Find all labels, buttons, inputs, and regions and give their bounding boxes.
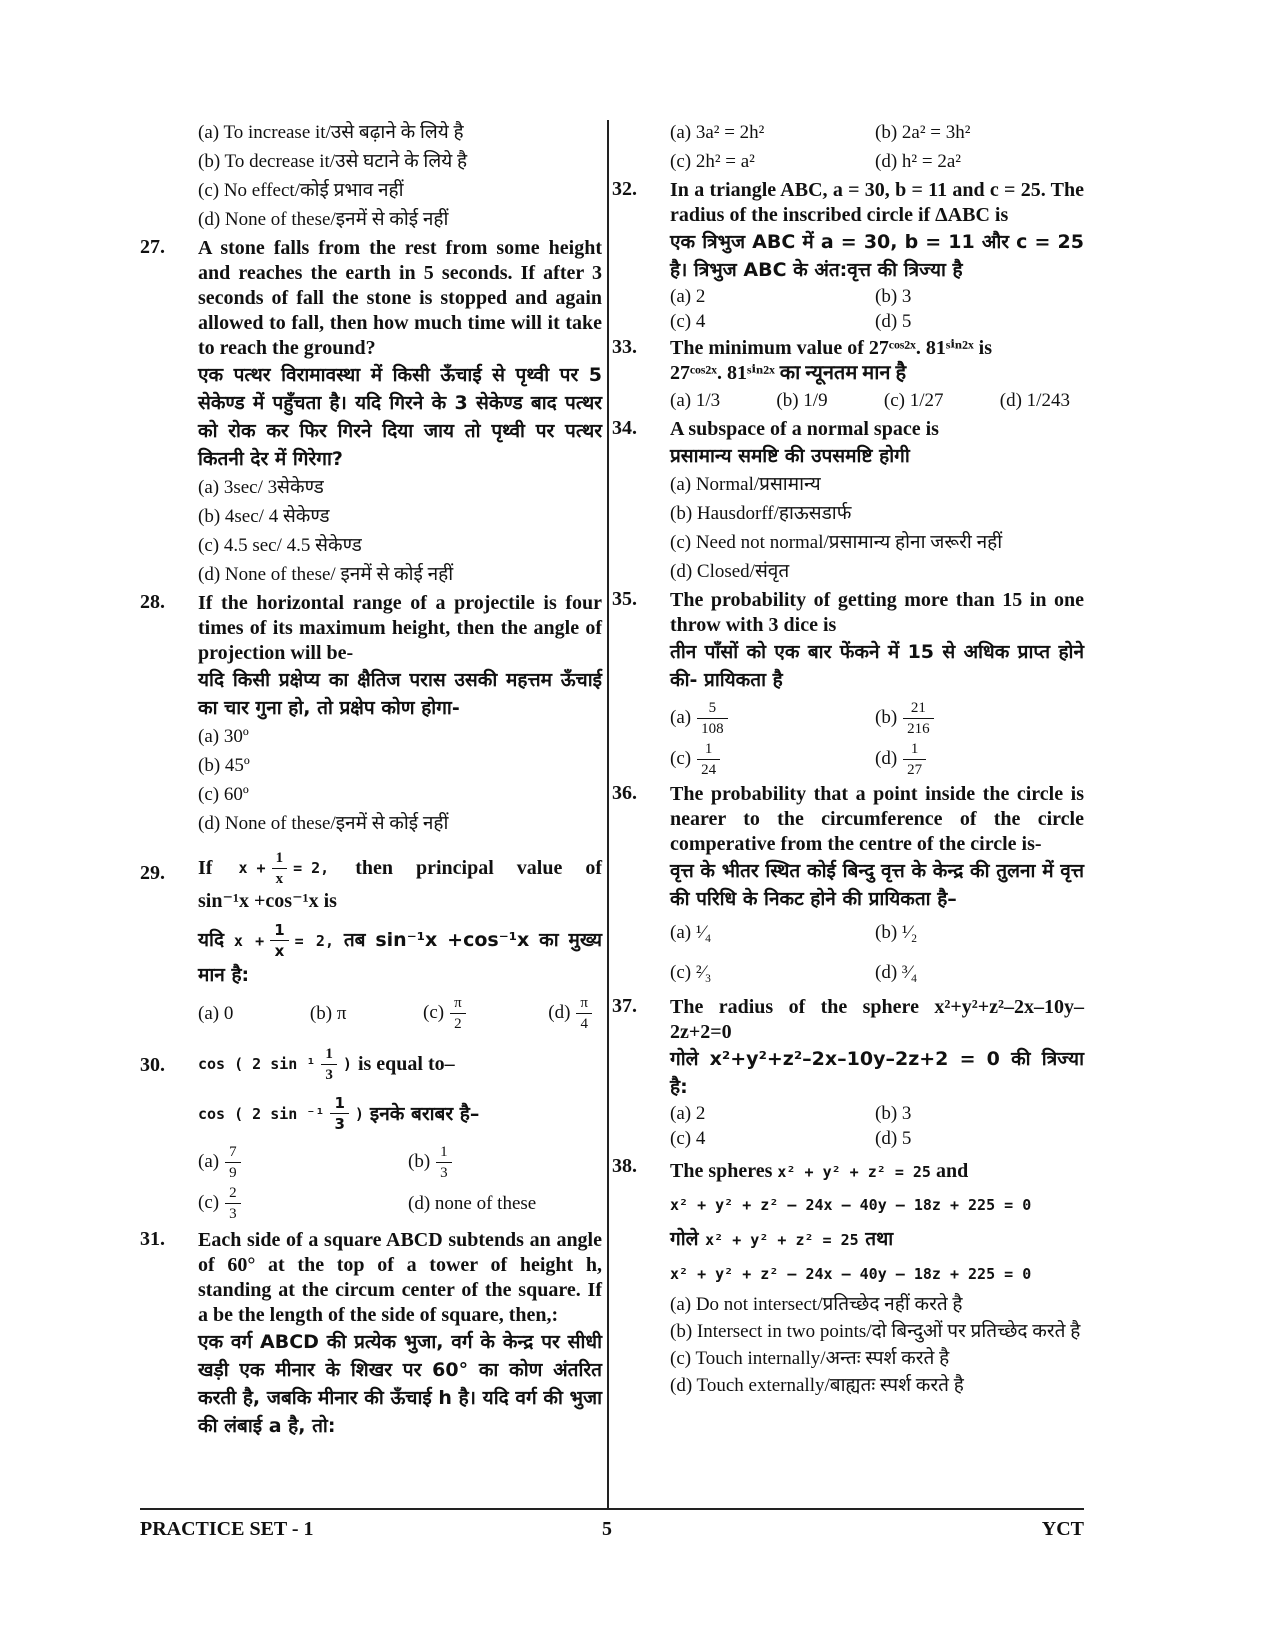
q30-option-a: (a) $\frac{7}{9}$ — [198, 1142, 408, 1183]
question-text-hi: गोले — [670, 1228, 699, 1250]
q27-option-b: (b) 4sec/ 4 सेकेण्ड — [198, 506, 330, 527]
question-text-hi: प्रसामान्य समष्टि की उपसमष्टि होगी — [670, 445, 910, 467]
question-text-hi: एक पत्थर विरामावस्था में किसी ऊँचाई से पृथ्वी पर 5 सेकेण्ड में पहुँचता है। यदि गिरने के 3 सेकेण्ड बाद पत्थर को रोक कर फिर गिरने दिया जाय तो पृथ्वी पर पत्थर कितनी देर में गिरेगा? — [198, 364, 602, 470]
equation: x + $\frac{1}{x}$ = 2, — [238, 850, 330, 887]
q31-option-a: (a) 3a² = 2h² — [670, 122, 765, 143]
cos-expression: cos ( 2 sin ¹ — [198, 1055, 316, 1073]
question-number: 32. — [612, 178, 637, 200]
question-36 — [612, 782, 1084, 993]
question-34 — [612, 417, 1084, 586]
q26-option-a: (a) To increase it/उसे बढ़ाने के लिये है — [198, 122, 464, 143]
question-number: 28. — [140, 591, 165, 613]
question-text-hi: वृत्त के भीतर स्थित कोई बिन्दु वृत्त के केन्द्र की तुलना में वृत्त की परिधि के निकट होने की प्रायिकता है– — [670, 860, 1084, 910]
question-35 — [612, 588, 1084, 780]
question-29 — [140, 848, 602, 1034]
q35-option-b: (b) $\frac{21}{216}$ — [875, 698, 1080, 739]
q26-option-c: (c) No effect/कोई प्रभाव नहीं — [198, 180, 404, 201]
question-number: 36. — [612, 782, 637, 804]
question-32 — [612, 178, 1084, 334]
q26-option-b: (b) To decrease it/उसे घटाने के लिये है — [198, 151, 468, 172]
q37-option-c: (c) 4 — [670, 1128, 706, 1149]
q32-option-b: (b) 3 — [875, 286, 912, 307]
question-38: 38. The spheres x² + y² + z² = 25 and x² + y² + z² – 24x – 40y – 18z + 225 = 0 गोले x² + y² + z² = 25 तथा x² + y² + z² – 24x – 40y – 18z + 225 = 0 (a) Do not intersect/प्रतिच्छेद नहीं करते है (b) Intersect in two points/दो बिन्दुओं पर प्रतिच्छेद करते है (c) Touch internally/अन्तः स्पर्श करते है (d) Touch externally/बाह्यतः स्पर्श करते है — [612, 1155, 1084, 1399]
q31-option-c: (c) 2h² = a² — [670, 151, 755, 172]
q33-option-d: (d) 1/243 — [999, 390, 1070, 411]
question-text-en: A stone falls from the rest from some height and reaches the earth in 5 seconds. If after 3 seconds of fall the stone is stopped and again allowed to fall, then how much time will it take to reach the ground? — [198, 237, 602, 359]
page-number: 5 — [602, 1518, 612, 1540]
q34-option-c: (c) Need not normal/प्रसामान्य होना जरूरी नहीं — [670, 532, 1003, 553]
sphere-equation-2: x² + y² + z² – 24x – 40y – 18z + 225 = 0 — [670, 1196, 1032, 1214]
q32-option-a: (a) 2 — [670, 286, 706, 307]
question-text-en: In a triangle ABC, a = 30, b = 11 and c = 25. The radius of the inscribed circle if ΔABC is — [670, 179, 1084, 226]
footer-practice-set: PRACTICE SET - 1 — [140, 1518, 314, 1540]
q27-option-c: (c) 4.5 sec/ 4.5 सेकेण्ड — [198, 535, 362, 556]
q30-option-c: (c) $\frac{2}{3}$ — [198, 1183, 408, 1224]
question-text-en: If the horizontal range of a projectile is four times of its maximum height, then the angle of projection will be- — [198, 592, 602, 664]
question-text-hi: यदि x + $\frac{1}{x}$ = 2, तब sin⁻¹x +cos⁻¹x का मुख्य मान है: — [198, 921, 602, 986]
q37-option-b: (b) 3 — [875, 1103, 912, 1124]
q37-option-a: (a) 2 — [670, 1103, 706, 1124]
q28-option-d: (d) None of these/इनमें से कोई नहीं — [198, 813, 449, 834]
q30-option-b: (b) $\frac{1}{3}$ — [408, 1142, 618, 1183]
q36-option-d: (d) ³⁄₄ — [875, 962, 918, 983]
question-number: 27. — [140, 236, 165, 258]
question-number: 34. — [612, 417, 637, 439]
question-text-en: A subspace of a normal space is — [670, 418, 939, 440]
question-text-en: The probability that a point inside the circle is nearer to the circumference of the circle comperative from the centre of the circle is- — [670, 783, 1084, 855]
q32-option-d: (d) 5 — [875, 311, 912, 332]
q34-option-a: (a) Normal/प्रसामान्य — [670, 474, 821, 495]
q33-option-a: (a) 1/3 — [670, 390, 721, 411]
q33-option-b: (b) 1/9 — [776, 390, 828, 411]
left-column — [140, 118, 602, 1442]
footer-rule — [140, 1508, 1084, 1510]
question-31 — [140, 1228, 602, 1440]
q29-option-d: (d) $\frac{\pi}{4}$ — [548, 993, 598, 1034]
q27-option-a: (a) 3sec/ 3सेकेण्ड — [198, 477, 324, 498]
q38-option-d: (d) Touch externally/बाह्यतः स्पर्श करते है — [670, 1375, 964, 1396]
question-text-en: The spheres — [670, 1160, 773, 1182]
q29-option-b: (b) π — [309, 1003, 347, 1024]
q34-option-b: (b) Hausdorff/हाऊसडार्फ — [670, 503, 852, 524]
question-26-tail — [140, 118, 602, 234]
column-divider — [607, 120, 609, 1508]
q31-option-d: (d) h² = 2a² — [875, 151, 961, 172]
question-31-options — [612, 118, 1084, 176]
question-text-hi: एक वर्ग ABCD की प्रत्येक भुजा, वर्ग के केन्द्र पर सीधी खड़ी एक मीनार के शिखर पर 60° का कोण अंतरित करती है, जबकि मीनार की ऊँचाई h है। यदि वर्ग की भुजा की लंबाई a है, तो: — [198, 1331, 602, 1437]
question-28 — [140, 591, 602, 838]
q36-option-a: (a) ¹⁄₄ — [670, 922, 712, 943]
question-text-hi: 27ᶜᵒˢ²ˣ. 81ˢⁱⁿ²ˣ का न्यूनतम मान है — [670, 362, 907, 384]
sphere-equation-1: x² + y² + z² = 25 — [777, 1163, 931, 1181]
q28-option-a: (a) 30º — [198, 726, 249, 747]
q26-option-d: (d) None of these/इनमें से कोई नहीं — [198, 209, 449, 230]
q28-option-c: (c) 60º — [198, 784, 249, 805]
question-text-en: The radius of the sphere x²+y²+z²–2x–10y–2z+2=0 — [670, 996, 1084, 1043]
question-number: 35. — [612, 588, 637, 610]
question-number: 33. — [612, 336, 637, 358]
question-27 — [140, 236, 602, 589]
q38-option-b: (b) Intersect in two points/दो बिन्दुओं पर प्रतिच्छेद करते है — [670, 1321, 1081, 1342]
q32-option-c: (c) 4 — [670, 311, 706, 332]
question-number: 31. — [140, 1228, 165, 1250]
question-text-en-line2: sin⁻¹x +cos⁻¹x is — [198, 890, 337, 912]
q31-option-b: (b) 2a² = 3h² — [875, 122, 971, 143]
q36-option-c: (c) ²⁄₃ — [670, 962, 712, 983]
q29-option-c: (c) $\frac{\pi}{2}$ — [423, 993, 472, 1034]
question-30: 30. cos ( 2 sin ¹ $\frac{1}{3}$ ) is equal to– cos ( 2 sin ⁻¹ $\frac{1}{3}$ ) इनके बराबर है– (a) $\frac{7}{9}$ (b) $\frac{1}{3}$ (c) $\frac{2}{3}$ (d) none of these — [140, 1044, 602, 1224]
q33-option-c: (c) 1/27 — [883, 390, 944, 411]
q29-option-a: (a) 0 — [198, 1003, 234, 1024]
question-text-en: is equal to– — [357, 1053, 455, 1075]
sphere-equation-2-hi: x² + y² + z² – 24x – 40y – 18z + 225 = 0 — [670, 1265, 1032, 1283]
question-number: 29. — [140, 862, 165, 884]
question-text-en: The minimum value of 27ᶜᵒˢ²ˣ. 81ˢⁱⁿ²ˣ is — [670, 337, 993, 359]
q38-option-c: (c) Touch internally/अन्तः स्पर्श करते है — [670, 1348, 950, 1369]
q37-option-d: (d) 5 — [875, 1128, 912, 1149]
q28-option-b: (b) 45º — [198, 755, 250, 776]
page-footer — [140, 1518, 1084, 1548]
question-text-hi: इनके बराबर है– — [369, 1102, 480, 1125]
footer-publisher: YCT — [1041, 1518, 1084, 1540]
q30-option-d: (d) none of these — [408, 1193, 537, 1214]
q35-option-a: (a) $\frac{5}{108}$ — [670, 698, 875, 739]
question-text-hi: एक त्रिभुज ABC में a = 30, b = 11 और c = 25 है। त्रिभुज ABC के अंत:वृत्त की त्रिज्या है — [670, 231, 1084, 281]
q38-option-a: (a) Do not intersect/प्रतिच्छेद नहीं करते है — [670, 1294, 963, 1315]
question-number: 30. — [140, 1054, 165, 1076]
q36-option-b: (b) ¹⁄₂ — [875, 922, 918, 943]
q35-option-d: (d) $\frac{1}{27}$ — [875, 739, 1080, 780]
question-number: 37. — [612, 995, 637, 1017]
question-text-en: then principal value of — [355, 857, 602, 879]
q34-option-d: (d) Closed/संवृत — [670, 561, 790, 582]
if-word: If — [198, 857, 213, 879]
question-text-en: The probability of getting more than 15 in one throw with 3 dice is — [670, 589, 1084, 636]
cos-expression-hi: cos ( 2 sin ⁻¹ — [198, 1104, 325, 1123]
question-text-en: Each side of a square ABCD subtends an angle of 60° at the top of a tower of height h, standing at the circum center of the square. If a be the length of the side of square, then,: — [198, 1229, 602, 1326]
right-column — [612, 118, 1084, 1401]
question-37 — [612, 995, 1084, 1151]
question-text-hi: तीन पाँसों को एक बार फेंकने में 15 से अधिक प्राप्त होने की- प्रायिकता है — [670, 641, 1084, 691]
q27-option-d: (d) None of these/ इनमें से कोई नहीं — [198, 564, 454, 585]
question-33 — [612, 336, 1084, 415]
q35-option-c: (c) $\frac{1}{24}$ — [670, 739, 875, 780]
question-text-hi: यदि किसी प्रक्षेप्य का क्षैतिज परास उसकी महत्तम ऊँचाई का चार गुना हो, तो प्रक्षेप कोण होगा- — [198, 669, 602, 719]
question-number: 38. — [612, 1155, 637, 1177]
question-text-hi: गोले x²+y²+z²–2x–10y–2z+2 = 0 की त्रिज्या है: — [670, 1048, 1084, 1098]
